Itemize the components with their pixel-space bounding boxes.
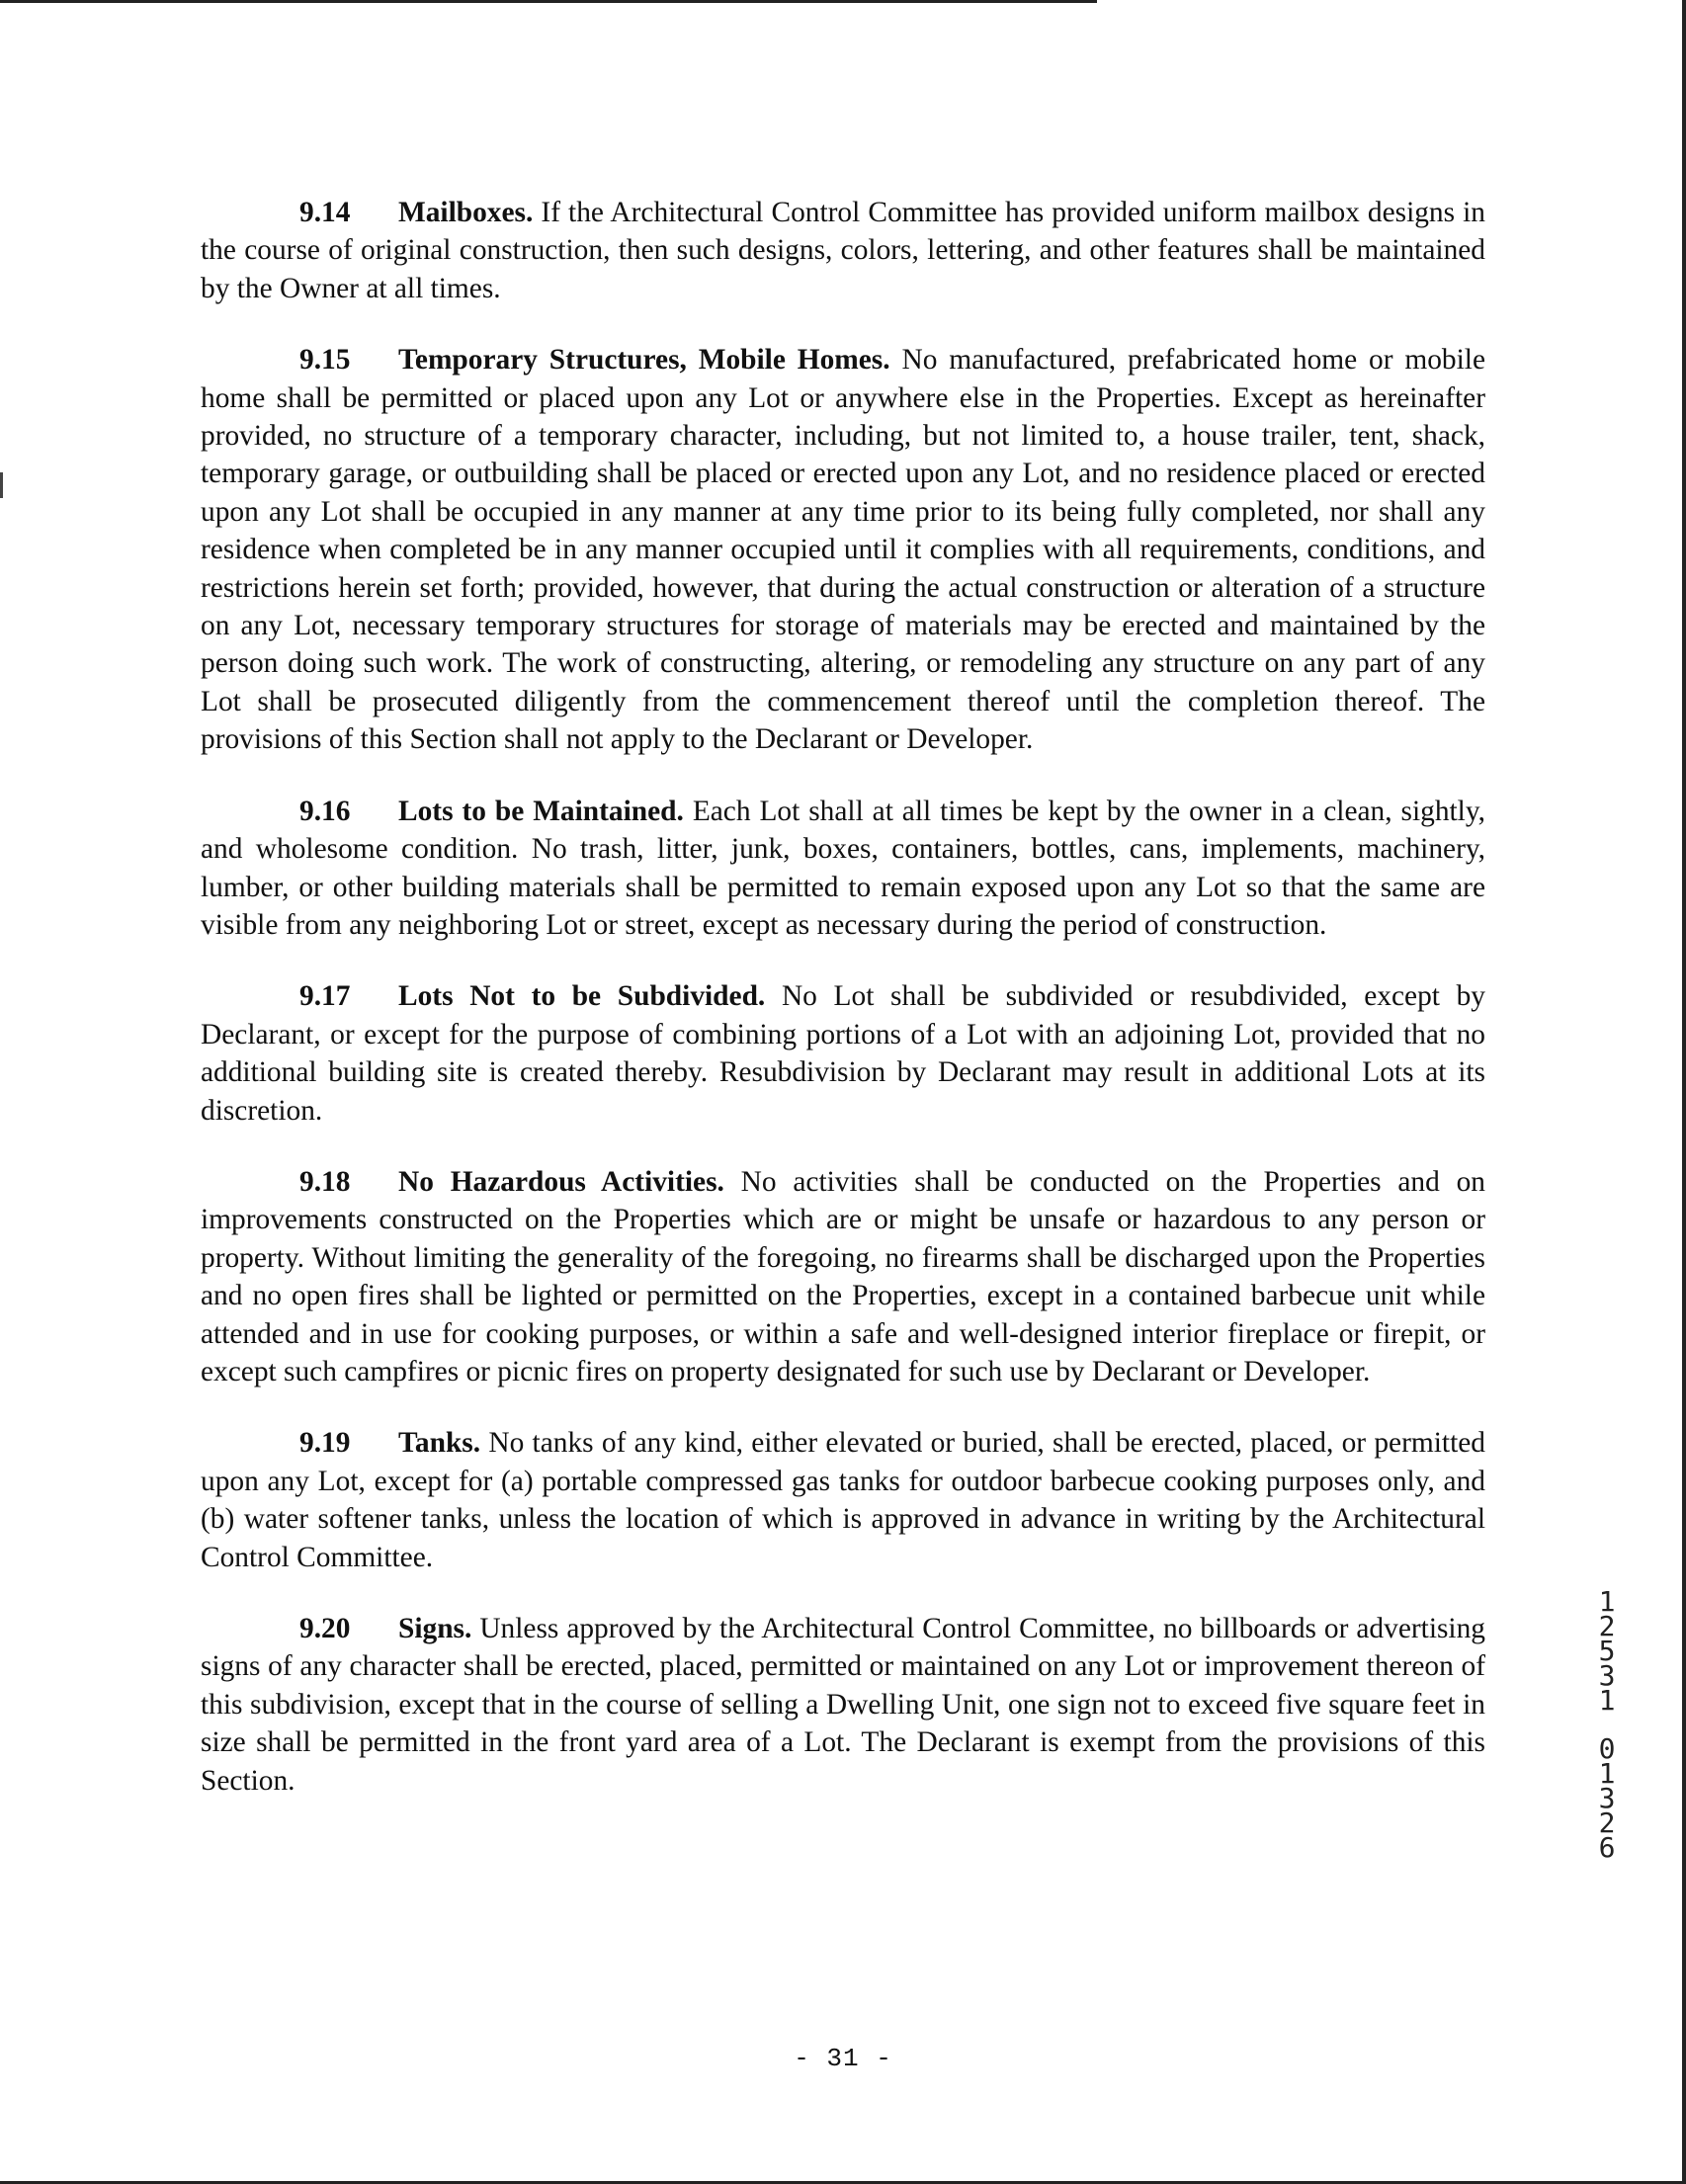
section-body: No Lot shall be subdivided or resubdivided, except by Declarant, or except for the purpose of combining portions of a Lot with an adjoining Lot, provided that no additional building site is created thereby. Resubdivision by Declarant may result in additional Lots at its discretion.	[201, 980, 1485, 1127]
page-number: - 31 -	[794, 2044, 892, 2073]
section-body: No tanks of any kind, either elevated or buried, shall be erected, placed, or permitted upon any Lot, except for (a) portable compressed gas tanks for outdoor barbecue cooking purposes only, and (b) water softener tanks, unless the location of which is approved in advance in writing by the Architectural Control Committee.	[201, 1427, 1485, 1573]
section-body: If the Architectural Control Committee has provided uniform mailbox designs in the course of original construction, then such designs, colors, lettering, and other features shall be maintained by the Owner at all times.	[201, 197, 1485, 304]
section-number: 9.18	[299, 1165, 351, 1198]
section-9-14	[201, 194, 1485, 307]
recording-stamp	[1587, 1585, 1627, 1864]
document-page	[201, 194, 1485, 1833]
scan-left-mark	[0, 472, 3, 498]
stamp-digit: 0	[1598, 1732, 1616, 1765]
section-body: No activities shall be conducted on the Properties and on improvements constructed on the Properties which are or might be unsafe or hazardous to any person or property. Without limiting the generality of the foregoing, no firearms shall be discharged upon the Properties and no open fires shall be lighted or permitted on the Properties, except in a contained barbecue unit while attended and in use for cooking purposes, or within a safe and well-designed interior fireplace or firepit, or except such campfires or picnic fires on property designated for such use by Declarant or Developer.	[201, 1165, 1485, 1387]
section-body: Each Lot shall at all times be kept by the owner in a clean, sightly, and wholesome condition. No trash, litter, junk, boxes, containers, bottles, cans, implements, machinery, lumber, or other building materials shall be permitted to remain exposed upon any Lot so that the same are visible from any neighboring Lot or street, except as necessary during the period of construction.	[201, 795, 1485, 941]
section-title: Lots Not to be Subdivided.	[398, 980, 766, 1013]
stamp-digit: 1	[1598, 1585, 1616, 1618]
stamp-digit: 6	[1598, 1831, 1616, 1864]
scan-top-border	[0, 0, 1097, 3]
section-9-19	[201, 1424, 1485, 1576]
section-title: Tanks.	[398, 1427, 481, 1460]
section-number: 9.17	[299, 980, 351, 1013]
section-number: 9.20	[299, 1613, 351, 1644]
section-number: 9.19	[299, 1427, 351, 1460]
scan-right-border	[1682, 0, 1686, 2184]
section-9-20	[201, 1610, 1485, 1800]
section-title: Temporary Structures, Mobile Homes.	[398, 344, 890, 377]
section-9-17	[201, 977, 1485, 1130]
stamp-digit: 3	[1598, 1782, 1616, 1814]
section-number: 9.16	[299, 795, 351, 827]
section-title: Signs.	[398, 1613, 472, 1644]
section-title: No Hazardous Activities.	[398, 1165, 724, 1198]
section-number: 9.15	[299, 344, 351, 377]
section-9-16	[201, 793, 1485, 945]
section-title: Lots to be Maintained.	[398, 795, 684, 827]
section-title: Mailboxes.	[398, 197, 534, 228]
section-number: 9.14	[299, 197, 351, 228]
section-body: Unless approved by the Architectural Control Committee, no billboards or advertising signs of any character shall be erected, placed, permitted or maintained on any Lot or improvement thereon of this subdivision, except that in the course of selling a Dwelling Unit, one sign not to exceed five square feet in size shall be permitted in the front yard area of a Lot. The Declarant is exempt from the provisions of this Section.	[201, 1613, 1485, 1797]
stamp-digit: 3	[1598, 1659, 1616, 1692]
section-9-15	[201, 341, 1485, 758]
section-body: No manufactured, prefabricated home or mobile home shall be permitted or placed upon any Lot or anywhere else in the Properties. Except as hereinafter provided, no structure of a temporary character, including, but not limited to, a house trailer, tent, shack, temporary garage, or outbuilding shall be placed or erected upon any Lot, and no residence placed or erected upon any Lot shall be occupied in any manner at any time prior to its being fully completed, nor shall any residence when completed be in any manner occupied until it complies with all requirements, conditions, and restrictions herein set forth; provided, however, that during the actual construction or alteration of a structure on any Lot, necessary temporary structures for storage of materials may be erected and maintained by the person doing such work. The work of constructing, altering, or remodeling any structure on any part of any Lot shall be prosecuted diligently from the commencement thereof until the completion thereof. The provisions of this Section shall not apply to the Declarant or Developer.	[201, 344, 1485, 756]
stamp-digit: 2	[1598, 1610, 1616, 1642]
stamp-digit: 5	[1598, 1635, 1616, 1667]
stamp-digit: 1	[1598, 1757, 1616, 1790]
stamp-digit: 1	[1598, 1684, 1616, 1717]
section-9-18	[201, 1163, 1485, 1390]
stamp-digit: 2	[1598, 1806, 1616, 1839]
